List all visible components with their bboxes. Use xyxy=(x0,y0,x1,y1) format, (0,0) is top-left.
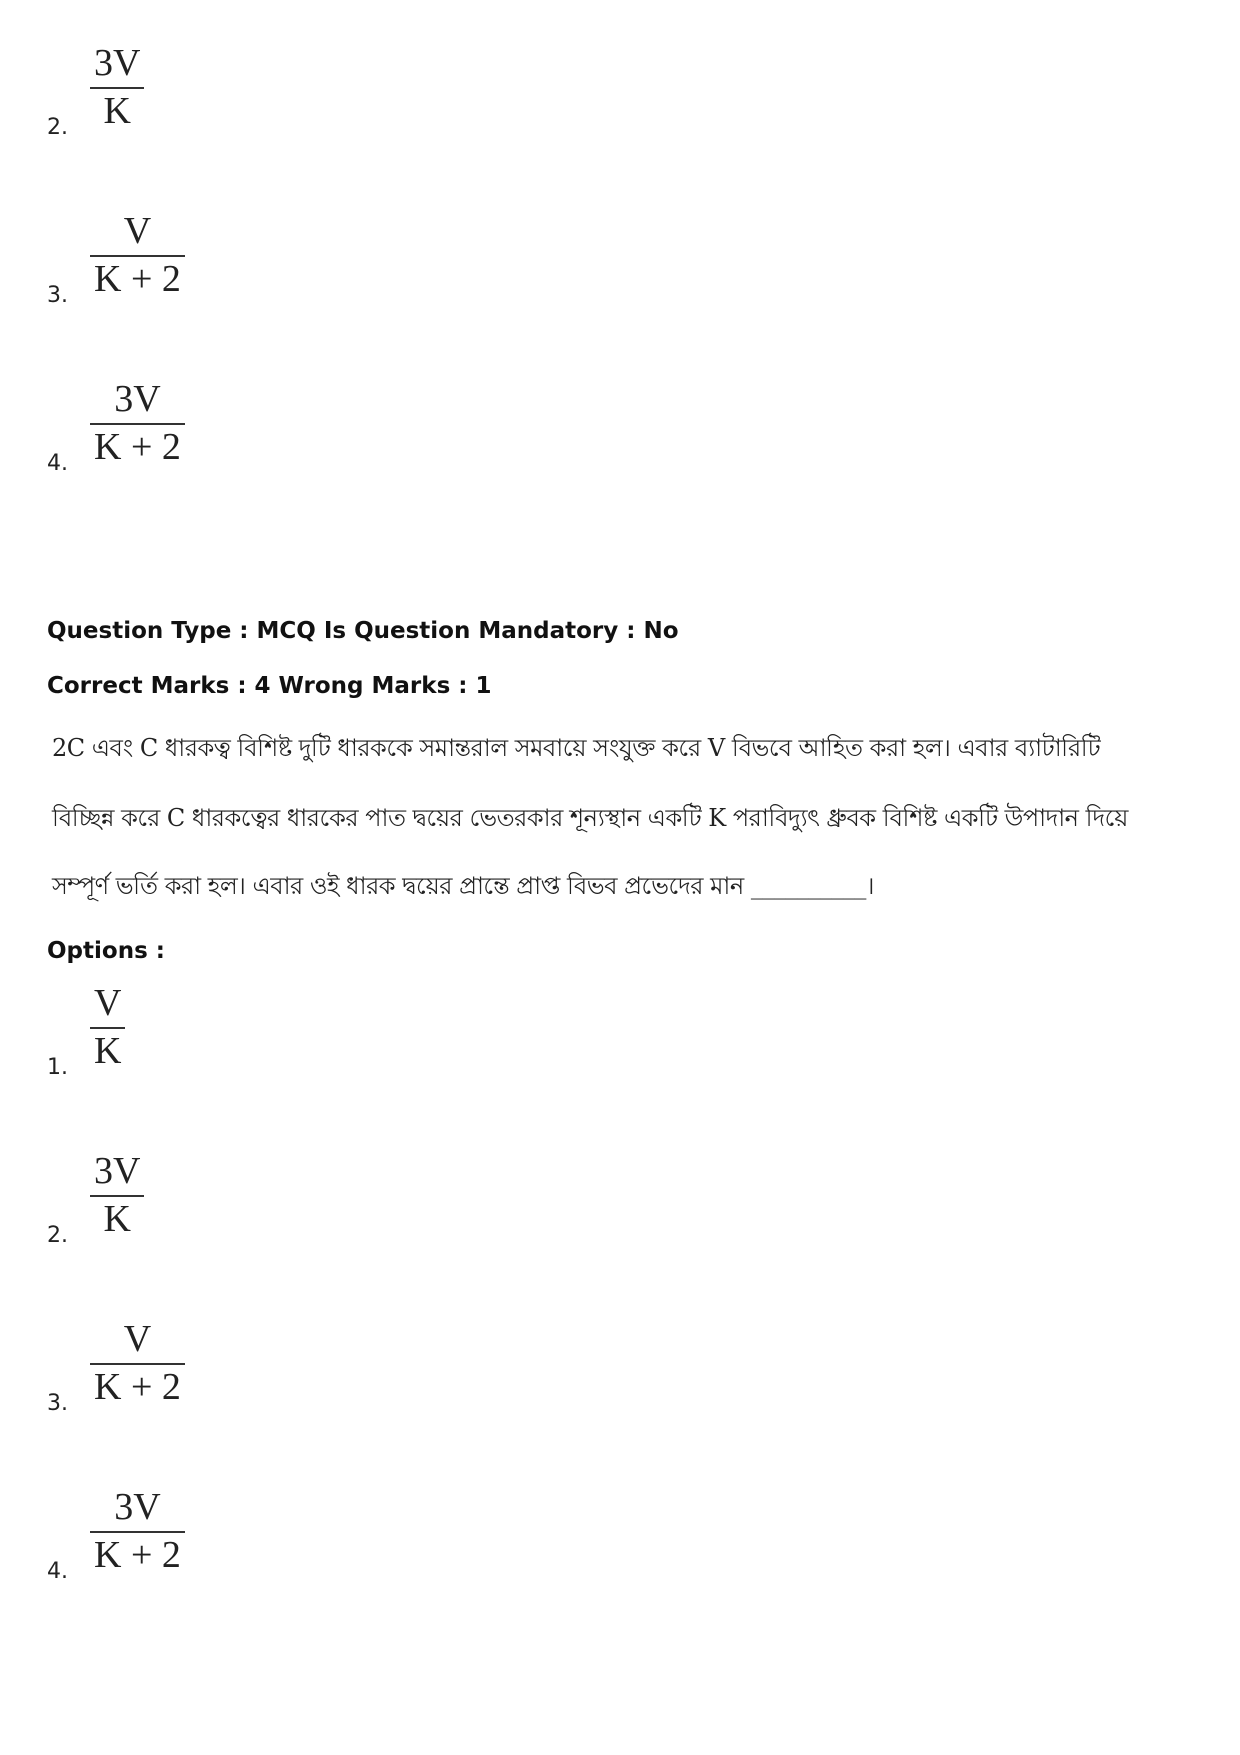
option-row xyxy=(47,1296,447,1416)
fraction-denominator: K xyxy=(94,1030,122,1073)
fraction-numerator: 3V xyxy=(114,378,161,421)
fraction-denominator: K + 2 xyxy=(94,258,181,301)
option-row xyxy=(47,188,447,308)
option-row xyxy=(47,20,447,140)
option-fraction xyxy=(90,212,185,300)
option-fraction xyxy=(90,1488,185,1576)
option-fraction xyxy=(90,44,144,132)
option-row xyxy=(47,1464,447,1584)
question-text-line: বিচ্ছিন্ন করে C ধারকত্বের ধারকের পাত দ্বয়ের ভেতরকার শূন্যস্থান একটি K পরাবিদ্যুৎ ধ্রুবক বিশিষ্ট একটি উপাদান দিয়ে xyxy=(52,804,1128,832)
fraction-numerator: 3V xyxy=(94,1150,141,1193)
option-number: 2. xyxy=(47,115,68,140)
fraction-numerator: V xyxy=(94,982,122,1025)
fraction-denominator: K xyxy=(103,90,131,133)
fraction-denominator: K xyxy=(103,1198,131,1241)
option-number: 3. xyxy=(47,283,68,308)
option-number: 4. xyxy=(47,451,68,476)
options-label: Options : xyxy=(47,938,165,964)
option-fraction xyxy=(90,380,185,468)
option-row xyxy=(47,1128,447,1248)
option-number: 4. xyxy=(47,1559,68,1584)
option-number: 3. xyxy=(47,1391,68,1416)
fraction-numerator: 3V xyxy=(94,42,141,85)
option-row xyxy=(47,356,447,476)
fraction-numerator: V xyxy=(123,210,152,253)
option-fraction xyxy=(90,984,125,1072)
fraction-numerator: 3V xyxy=(114,1486,161,1529)
question-text-line: 2C এবং C ধারকত্ব বিশিষ্ট দুটি ধারককে সমান্তরাল সমবায়ে সংযুক্ত করে V বিভবে আহিত করা হল। এবার ব্যাটারিটি xyxy=(52,734,1101,762)
option-number: 1. xyxy=(47,1055,68,1080)
option-row xyxy=(47,960,447,1080)
fraction-denominator: K + 2 xyxy=(94,1366,181,1409)
fraction-denominator: K + 2 xyxy=(94,1534,181,1577)
option-fraction xyxy=(90,1320,185,1408)
option-number: 2. xyxy=(47,1223,68,1248)
question-type-line: Question Type : MCQ Is Question Mandatory : No xyxy=(47,618,679,644)
question-marks-line: Correct Marks : 4 Wrong Marks : 1 xyxy=(47,673,492,699)
option-fraction xyxy=(90,1152,144,1240)
question-text-line: সম্পূর্ণ ভর্তি করা হল। এবার ওই ধারক দ্বয়ের প্রান্তে প্রাপ্ত বিভব প্রভেদের মান __________। xyxy=(52,872,874,900)
fraction-denominator: K + 2 xyxy=(94,426,181,469)
fraction-numerator: V xyxy=(123,1318,152,1361)
